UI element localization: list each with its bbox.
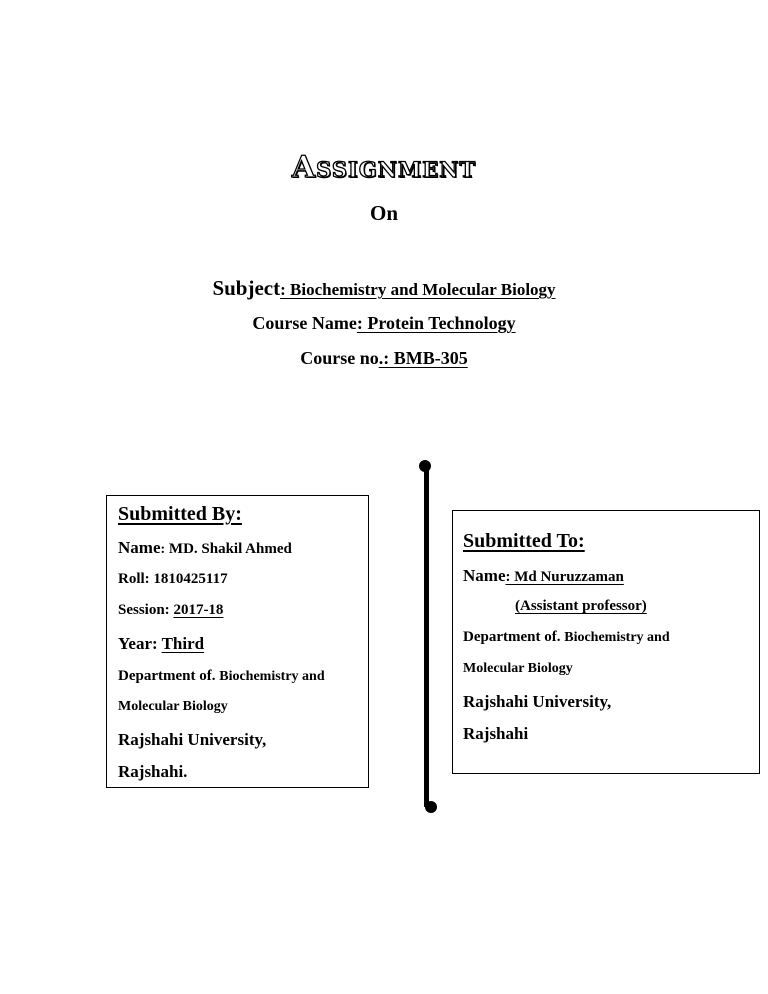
subject-label: Subject <box>212 276 281 300</box>
submitter-dept-value: Biochemistry and <box>219 669 325 684</box>
course-name-label: Course Name <box>252 313 357 333</box>
on-label: On <box>369 201 398 225</box>
submitter-city: Rajshahi. <box>118 762 188 781</box>
submitted-to-heading: Submitted To: <box>463 530 585 552</box>
submitter-dept-label: Department of. <box>118 668 220 684</box>
roll-label: Roll: <box>118 571 154 587</box>
submitted-by-box <box>106 495 369 788</box>
submitter-name-line <box>118 538 292 558</box>
submitter-dept-value-2: Molecular Biology <box>118 699 228 714</box>
year-label: Year: <box>118 634 162 653</box>
assignment-title: Assignment <box>291 150 477 185</box>
session-label: Session: <box>118 602 174 618</box>
submitted-to-box <box>452 510 760 774</box>
supervisor-city: Rajshahi <box>463 724 529 743</box>
course-no-label: Course no <box>300 348 379 368</box>
divider-top-dot <box>419 460 431 472</box>
vertical-divider <box>424 467 429 807</box>
course-name-line <box>0 313 768 334</box>
submitter-university: Rajshahi University, <box>118 730 267 749</box>
session-line <box>118 602 223 619</box>
supervisor-name-line <box>463 566 624 586</box>
subject-line <box>0 276 768 301</box>
year-line <box>118 634 204 654</box>
year-value: Third <box>161 634 205 653</box>
course-name-value: : Protein Technology <box>356 313 516 333</box>
supervisor-name-value: : Md Nuruzzaman <box>505 569 624 585</box>
submitter-name-label: Name <box>118 538 161 557</box>
supervisor-dept-value: Biochemistry and <box>564 630 670 645</box>
supervisor-name-label: Name <box>463 566 506 585</box>
divider-bottom-dot <box>425 801 437 813</box>
submitter-name-separator: : <box>160 542 166 557</box>
supervisor-dept-line <box>463 629 670 646</box>
submitter-name-value: MD. Shakil Ahmed <box>165 541 292 557</box>
roll-line <box>118 571 228 588</box>
supervisor-university: Rajshahi University, <box>463 692 612 711</box>
supervisor-designation: (Assistant professor) <box>515 598 647 614</box>
submitter-dept-line <box>118 668 325 685</box>
supervisor-dept-value-2: Molecular Biology <box>463 661 573 676</box>
submitted-by-heading: Submitted By: <box>118 503 242 525</box>
session-value: 2017-18 <box>173 602 224 618</box>
course-no-line <box>0 348 768 369</box>
supervisor-dept-label: Department of. <box>463 629 565 645</box>
subject-value: : Biochemistry and Molecular Biology <box>280 280 556 299</box>
roll-value: 1810425117 <box>153 571 228 587</box>
course-no-value: .: BMB-305 <box>378 348 468 368</box>
